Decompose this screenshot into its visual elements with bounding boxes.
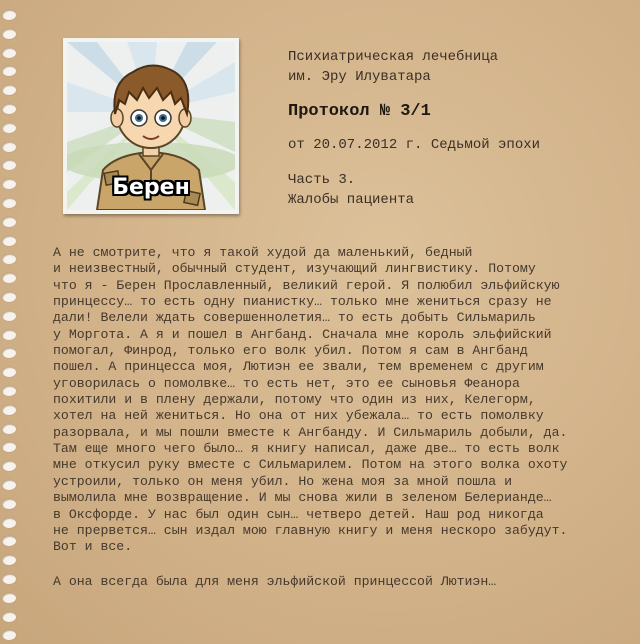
binding-hole: [2, 593, 16, 603]
hospital-name-line1: Психиатрическая лечебница: [288, 49, 499, 65]
patient-complaint-text: [53, 245, 623, 556]
binding-hole: [2, 85, 16, 95]
binding-hole: [2, 123, 16, 133]
complaint-text-line: мне откусил руку вместе с Сильмарилем. Потом на этого волка охоту: [53, 457, 568, 473]
binding-hole: [2, 236, 16, 246]
complaint-text-line: принцессу… то есть одну пианистку… только мне жениться сразу не: [53, 294, 552, 310]
complaint-text-line: вымолила мне возвращение. И мы снова жили в зеленом Белерианде…: [53, 490, 552, 506]
binding-hole: [2, 10, 16, 20]
patient-photo-frame: [63, 38, 239, 214]
binding-hole: [2, 612, 16, 622]
binding-hole: [2, 142, 16, 152]
complaint-text-line: дали! Велели ждать совершеннолетия… то есть добыть Сильмариль: [53, 310, 536, 326]
binding-hole: [2, 518, 16, 528]
binding-hole: [2, 330, 16, 340]
complaint-text-line: уговорилась о помолвке… то есть нет, это ее сыновья Феанора: [53, 375, 520, 391]
binding-hole: [2, 574, 16, 584]
binding-hole: [2, 66, 16, 76]
complaint-text-line: в Оксфорде. У нас был один сын… четверо детей. Наш род никогда: [53, 506, 544, 522]
binding-hole: [2, 499, 16, 509]
binding-hole: [2, 198, 16, 208]
protocol-title: Протокол № 3/1: [288, 102, 431, 121]
binding-hole: [2, 367, 16, 377]
binding-hole: [2, 273, 16, 283]
binding-hole: [2, 536, 16, 546]
binding-hole: [2, 160, 16, 170]
binding-hole: [2, 424, 16, 434]
complaint-text-line: устроили, только он меня убил. Но жена моя за мной пошла и: [53, 473, 512, 489]
binding-hole: [2, 179, 16, 189]
complaint-text-line: у Моргота. А я и пошел в Ангбанд. Сначала мне король эльфийский: [53, 326, 552, 342]
binding-hole: [2, 480, 16, 490]
complaint-text-line: Вот и все.: [53, 539, 133, 555]
closing-line: А она всегда была для меня эльфийской принцессой Лютиэн…: [53, 574, 497, 589]
hospital-name-line2: им. Эру Илуватара: [288, 69, 431, 85]
section-title: Жалобы пациента: [288, 192, 415, 208]
character-name-label: Берен: [112, 175, 190, 200]
spiral-binding-holes: [0, 0, 22, 644]
binding-hole: [2, 104, 16, 114]
binding-hole: [2, 630, 16, 640]
binding-hole: [2, 292, 16, 302]
binding-hole: [2, 48, 16, 58]
complaint-text-line: не прервется… сын издал мою главную книгу и меня нескоро забудут.: [53, 522, 568, 538]
binding-hole: [2, 461, 16, 471]
complaint-text-line: Там еще много чего было… я книгу написал, даже две… то есть волк: [53, 441, 560, 457]
complaint-text-line: разорвала, и мы пошли вместе к Ангбанду. И Сильмариль добыли, да.: [53, 424, 568, 440]
binding-hole: [2, 311, 16, 321]
complaint-text-line: и неизвестный, обычный студент, изучающий лингвистику. Потому: [53, 261, 536, 277]
complaint-text-line: что я - Берен Прославленный, великий герой. Я полюбил эльфийскую: [53, 277, 560, 293]
patient-photo: [67, 42, 235, 210]
binding-hole: [2, 29, 16, 39]
part-label: Часть 3.: [288, 172, 356, 188]
binding-hole: [2, 555, 16, 565]
complaint-text-line: помогал, Финрод, только его волк убил. Потом я сам в Ангбанд: [53, 343, 528, 359]
binding-hole: [2, 442, 16, 452]
complaint-text-line: похитили и в плену держали, потому что один из них, Келегорм,: [53, 392, 536, 408]
protocol-date: от 20.07.2012 г. Седьмой эпохи: [288, 137, 541, 153]
binding-hole: [2, 217, 16, 227]
complaint-text-line: пошел. А принцесса моя, Лютиэн ее звали, тем временем с другим: [53, 359, 544, 375]
complaint-text-line: хотел на ней жениться. Но она от них убежала… то есть помолвку: [53, 408, 544, 424]
binding-hole: [2, 386, 16, 396]
document-header: [288, 47, 628, 210]
binding-hole: [2, 254, 16, 264]
binding-hole: [2, 348, 16, 358]
complaint-text-line: А не смотрите, что я такой худой да маленький, бедный: [53, 245, 473, 260]
binding-hole: [2, 405, 16, 415]
